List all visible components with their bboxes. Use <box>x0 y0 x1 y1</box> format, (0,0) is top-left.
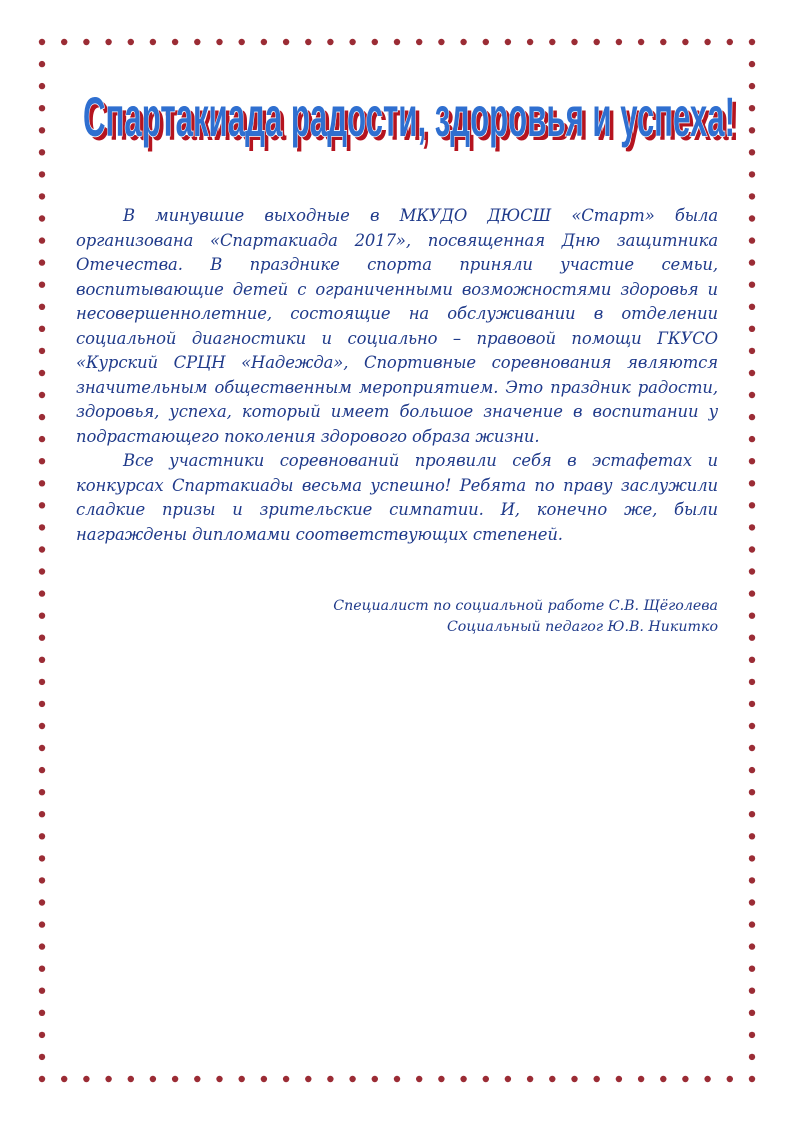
border-dot <box>505 39 511 45</box>
border-dot <box>39 701 45 707</box>
border-dot <box>39 502 45 508</box>
border-dot <box>749 215 755 221</box>
border-dot <box>39 61 45 67</box>
border-dot <box>83 1076 89 1082</box>
border-dot <box>749 237 755 243</box>
border-dot <box>549 1076 555 1082</box>
signature-line-2: Социальный педагог Ю.В. Никитко <box>446 619 718 635</box>
border-dot <box>549 39 555 45</box>
border-dot <box>749 1076 755 1082</box>
border-dot <box>749 723 755 729</box>
border-dot <box>749 171 755 177</box>
border-dot <box>194 1076 200 1082</box>
border-dot <box>749 590 755 596</box>
border-dot <box>749 348 755 354</box>
border-dot <box>39 370 45 376</box>
document-title <box>76 78 742 154</box>
border-dot <box>150 39 156 45</box>
border-dot <box>216 39 222 45</box>
border-dot <box>749 679 755 685</box>
border-dot <box>527 1076 533 1082</box>
border-dot <box>749 127 755 133</box>
border-dot <box>749 1054 755 1060</box>
border-dot <box>749 414 755 420</box>
border-dot <box>749 149 755 155</box>
border-dot <box>283 39 289 45</box>
border-dot <box>749 921 755 927</box>
border-dot <box>39 458 45 464</box>
border-dot <box>39 127 45 133</box>
border-dot <box>749 370 755 376</box>
border-dot <box>283 1076 289 1082</box>
border-dot <box>749 568 755 574</box>
border-dot <box>749 767 755 773</box>
border-dot <box>749 259 755 265</box>
border-dot <box>571 1076 577 1082</box>
border-dot <box>305 1076 311 1082</box>
border-dot <box>349 39 355 45</box>
paragraph-2: Все участники соревнований проявили себя в эстафетах и конкурсах Спартакиады весьма успешно! Ребята по праву заслужили сладкие призы и зрительские симпатии. И, конечно же, были награждены дипломами соответствующих степеней. <box>76 451 718 544</box>
border-dot <box>349 1076 355 1082</box>
border-dot <box>749 811 755 817</box>
border-dot <box>727 1076 733 1082</box>
border-dot <box>216 1076 222 1082</box>
border-dot <box>39 988 45 994</box>
border-dot <box>749 833 755 839</box>
border-dot <box>416 39 422 45</box>
border-dot <box>39 392 45 398</box>
border-dot <box>483 1076 489 1082</box>
border-dot <box>128 39 134 45</box>
border-dot <box>527 39 533 45</box>
border-dot <box>749 1010 755 1016</box>
border-dot <box>749 899 755 905</box>
border-dot <box>704 39 710 45</box>
border-dot <box>638 1076 644 1082</box>
border-dot <box>39 635 45 641</box>
border-dot <box>749 877 755 883</box>
border-dot <box>150 1076 156 1082</box>
border-dot <box>39 39 45 45</box>
border-dot <box>194 39 200 45</box>
border-dot <box>682 1076 688 1082</box>
border-dot <box>172 1076 178 1082</box>
border-dot <box>749 193 755 199</box>
border-dot <box>39 304 45 310</box>
border-dot <box>61 39 67 45</box>
border-dot <box>39 1032 45 1038</box>
border-dot <box>505 1076 511 1082</box>
border-dot <box>749 855 755 861</box>
border-dot <box>749 436 755 442</box>
border-dot <box>39 811 45 817</box>
border-dot <box>749 83 755 89</box>
border-dot <box>39 436 45 442</box>
border-dot <box>616 39 622 45</box>
border-dot <box>749 304 755 310</box>
border-dot <box>39 767 45 773</box>
border-dot <box>39 789 45 795</box>
border-dot <box>239 1076 245 1082</box>
border-dot <box>39 568 45 574</box>
border-dot <box>39 480 45 486</box>
border-dot <box>261 1076 267 1082</box>
border-dot <box>749 326 755 332</box>
border-dot <box>172 39 178 45</box>
border-dot <box>749 701 755 707</box>
border-dot <box>749 546 755 552</box>
border-dot <box>39 921 45 927</box>
border-dot <box>660 39 666 45</box>
border-dot <box>39 149 45 155</box>
border-dot <box>39 943 45 949</box>
border-dot <box>594 1076 600 1082</box>
border-dot <box>749 458 755 464</box>
border-dot <box>39 193 45 199</box>
border-dot <box>749 635 755 641</box>
border-dot <box>327 1076 333 1082</box>
border-dot <box>239 39 245 45</box>
border-dot <box>39 590 45 596</box>
border-dot <box>105 39 111 45</box>
border-dot <box>749 988 755 994</box>
border-dot <box>39 348 45 354</box>
border-dot <box>39 83 45 89</box>
border-dot <box>39 171 45 177</box>
border-dot <box>571 39 577 45</box>
border-dot <box>39 833 45 839</box>
border-dot <box>749 502 755 508</box>
border-dot <box>39 105 45 111</box>
border-dot <box>749 282 755 288</box>
border-dot <box>39 1076 45 1082</box>
border-dot <box>749 657 755 663</box>
border-dot <box>749 1032 755 1038</box>
border-dot <box>39 723 45 729</box>
border-dot <box>594 39 600 45</box>
border-dot <box>749 789 755 795</box>
border-dot <box>261 39 267 45</box>
border-dot <box>39 215 45 221</box>
border-dot <box>39 877 45 883</box>
border-dot <box>105 1076 111 1082</box>
dotted-page-border <box>38 38 756 1083</box>
border-dot <box>749 613 755 619</box>
border-dot <box>682 39 688 45</box>
signature-line-1: Специалист по социальной работе С.В. Щёголева <box>333 598 718 614</box>
border-dot <box>83 39 89 45</box>
border-dot <box>128 1076 134 1082</box>
border-dot <box>39 679 45 685</box>
border-dot <box>749 480 755 486</box>
border-dot <box>39 414 45 420</box>
border-dot <box>39 282 45 288</box>
border-dot <box>372 39 378 45</box>
title-text: Спартакиада радости, здоровья и успеха! <box>83 85 735 148</box>
border-dot <box>372 1076 378 1082</box>
border-dot <box>460 1076 466 1082</box>
border-dot <box>39 657 45 663</box>
border-dot <box>61 1076 67 1082</box>
border-dot <box>749 61 755 67</box>
border-dot <box>39 524 45 530</box>
paragraph-1: В минувшие выходные в МКУДО ДЮСШ «Старт» была организована «Спартакиада 2017», посвященная Дню защитника Отечества. В празднике спорта приняли участие семьи, воспитывающие детей с ограниченными возможностями здоровья и несовершеннолетние, состоящие на обслуживании в отделении социальной диагностики и социально – правовой помощи ГКУСО «Курский СРЦН «Надежда», Спортивные соревнования являются значительным общественным мероприятием. Это праздник радости, здоровья, успеха, который имеет большое значение в воспитании у подрастающего поколения здорового образа жизни. <box>76 206 718 446</box>
border-dot <box>483 39 489 45</box>
border-dot <box>39 745 45 751</box>
border-dot <box>749 392 755 398</box>
border-dot <box>39 546 45 552</box>
border-dot <box>749 105 755 111</box>
border-dot <box>749 39 755 45</box>
border-dot <box>39 966 45 972</box>
border-dot <box>749 524 755 530</box>
title-wordart <box>76 78 742 154</box>
article-body <box>76 204 718 547</box>
signature-block <box>218 596 718 638</box>
border-dot <box>39 899 45 905</box>
border-dot <box>638 39 644 45</box>
border-dot <box>727 39 733 45</box>
border-dot <box>39 326 45 332</box>
border-dot <box>394 1076 400 1082</box>
border-dot <box>39 855 45 861</box>
border-dot <box>394 39 400 45</box>
border-dot <box>438 1076 444 1082</box>
border-dot <box>327 39 333 45</box>
border-dot <box>704 1076 710 1082</box>
border-dot <box>616 1076 622 1082</box>
border-dot <box>749 943 755 949</box>
border-dot <box>39 1010 45 1016</box>
border-dot <box>749 745 755 751</box>
border-dot <box>660 1076 666 1082</box>
border-dot <box>749 966 755 972</box>
border-dot <box>39 1054 45 1060</box>
border-dot <box>438 39 444 45</box>
border-dot <box>416 1076 422 1082</box>
border-dot <box>39 259 45 265</box>
border-dot <box>39 613 45 619</box>
title-shadow: Спартакиада радости, здоровья и успеха! <box>87 89 739 152</box>
border-dot <box>39 237 45 243</box>
border-dot <box>460 39 466 45</box>
border-dot <box>305 39 311 45</box>
